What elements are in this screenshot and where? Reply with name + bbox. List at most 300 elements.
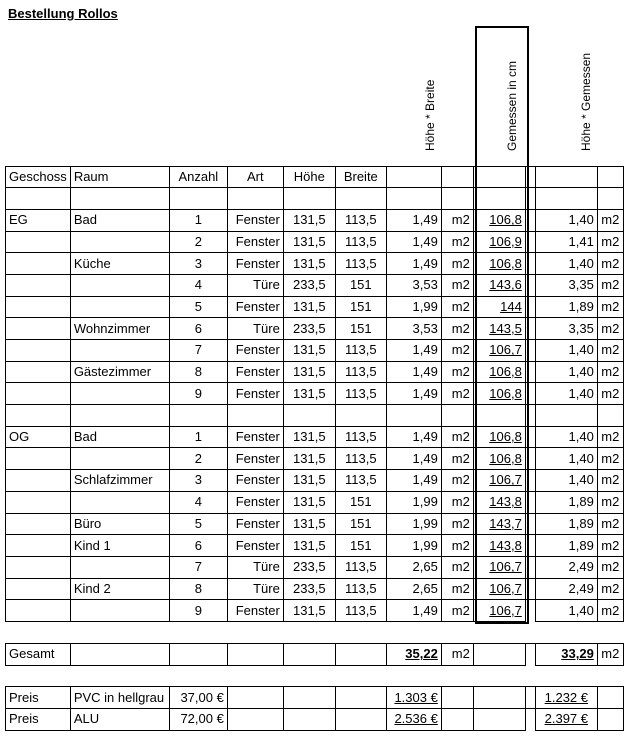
room-cell — [70, 383, 169, 405]
area-cell: 1,49 — [386, 600, 441, 622]
column-header-row — [6, 166, 624, 188]
height-cell: 131,5 — [283, 296, 335, 318]
area-cell: 1,99 — [386, 296, 441, 318]
area-measured-cell: 1,40 — [535, 448, 597, 470]
unit-cell: m2 — [597, 340, 623, 362]
table-row — [6, 556, 624, 578]
empty-cell — [386, 188, 441, 210]
unit-cell: m2 — [597, 209, 623, 231]
count-cell: 7 — [169, 340, 227, 362]
empty-cell — [535, 188, 597, 210]
floor-cell — [6, 253, 71, 275]
type-cell: Türe — [227, 578, 283, 600]
unit-cell: m2 — [597, 578, 623, 600]
unit-cell: m2 — [441, 513, 473, 535]
area-cell: 1,49 — [386, 383, 441, 405]
measured-cell: 106,8 — [473, 253, 525, 275]
empty-cell — [169, 405, 227, 427]
area-measured-cell: 1,40 — [535, 340, 597, 362]
empty-cell — [283, 188, 335, 210]
gap-cell — [525, 687, 535, 709]
height-cell: 131,5 — [283, 383, 335, 405]
width-cell: 113,5 — [335, 340, 386, 362]
count-cell: 2 — [169, 231, 227, 253]
type-cell: Fenster — [227, 361, 283, 383]
unit-cell: m2 — [597, 231, 623, 253]
count-cell: 5 — [169, 296, 227, 318]
table-row — [6, 448, 624, 470]
count-cell: 1 — [169, 209, 227, 231]
area-measured-cell: 2,49 — [535, 556, 597, 578]
count-cell: 6 — [169, 535, 227, 557]
measured-column-frame — [475, 26, 529, 624]
type-cell: Fenster — [227, 470, 283, 492]
empty-cell — [227, 687, 283, 709]
measured-cell: 106,7 — [473, 556, 525, 578]
area-measured-cell: 3,35 — [535, 274, 597, 296]
area-cell: 1,49 — [386, 448, 441, 470]
price-row — [6, 687, 624, 709]
header-measured-label: Gemessen in cm — [505, 60, 519, 151]
header-spacer — [6, 0, 624, 166]
area-measured-cell: 1,40 — [535, 383, 597, 405]
unit-cell: m2 — [441, 253, 473, 275]
height-cell: 131,5 — [283, 361, 335, 383]
room-cell: Bad — [70, 209, 169, 231]
floor-cell — [6, 361, 71, 383]
unit-cell: m2 — [441, 231, 473, 253]
room-cell: Kind 1 — [70, 535, 169, 557]
empty-cell — [597, 709, 623, 731]
measured-cell: 106,7 — [473, 578, 525, 600]
measured-cell: 143,8 — [473, 535, 525, 557]
empty-cell — [473, 643, 525, 665]
unit-cell: m2 — [597, 491, 623, 513]
empty-cell — [335, 687, 386, 709]
area-cell: 1,99 — [386, 535, 441, 557]
column-header-unit2 — [597, 166, 623, 188]
width-cell: 113,5 — [335, 361, 386, 383]
room-cell: Bad — [70, 426, 169, 448]
measured-cell: 143,5 — [473, 318, 525, 340]
count-cell: 3 — [169, 253, 227, 275]
area-measured-cell: 1,89 — [535, 296, 597, 318]
unit-cell: m2 — [597, 253, 623, 275]
type-cell: Fenster — [227, 231, 283, 253]
unit-cell: m2 — [597, 318, 623, 340]
area-cell: 1,49 — [386, 361, 441, 383]
height-cell: 131,5 — [283, 535, 335, 557]
measured-cell: 106,7 — [473, 600, 525, 622]
floor-cell — [6, 513, 71, 535]
unit-cell: m2 — [597, 361, 623, 383]
area-measured-cell: 2,49 — [535, 578, 597, 600]
area-measured-cell: 1,40 — [535, 600, 597, 622]
height-cell: 131,5 — [283, 448, 335, 470]
type-cell: Fenster — [227, 209, 283, 231]
floor-cell — [6, 383, 71, 405]
total-row — [6, 643, 624, 665]
floor-cell — [6, 274, 71, 296]
measured-cell: 106,7 — [473, 340, 525, 362]
width-cell: 113,5 — [335, 470, 386, 492]
total-area-measured: 33,29 — [535, 643, 597, 665]
material-cell: PVC in hellgrau — [70, 687, 169, 709]
type-cell: Türe — [227, 556, 283, 578]
empty-cell — [335, 643, 386, 665]
floor-cell: EG — [6, 209, 71, 231]
price-total-measured: 1.232 € — [535, 687, 597, 709]
empty-row — [6, 188, 624, 210]
empty-cell — [386, 405, 441, 427]
room-cell: Küche — [70, 253, 169, 275]
spacer — [6, 621, 624, 643]
header-area-label: Höhe * Breite — [423, 79, 437, 151]
height-cell: 131,5 — [283, 491, 335, 513]
spacer-row — [6, 621, 624, 643]
width-cell: 151 — [335, 296, 386, 318]
measured-cell: 144 — [473, 296, 525, 318]
width-cell: 113,5 — [335, 556, 386, 578]
width-cell: 151 — [335, 491, 386, 513]
empty-cell — [169, 643, 227, 665]
height-cell: 131,5 — [283, 470, 335, 492]
count-cell: 2 — [169, 448, 227, 470]
empty-cell — [441, 188, 473, 210]
price-label: Preis — [6, 687, 71, 709]
empty-cell — [283, 643, 335, 665]
header-area-measured-label: Höhe * Gemessen — [579, 52, 593, 151]
empty-cell — [335, 188, 386, 210]
empty-cell — [227, 709, 283, 731]
unit-cell: m2 — [441, 535, 473, 557]
empty-cell — [473, 709, 525, 731]
table-row — [6, 340, 624, 362]
count-cell: 5 — [169, 513, 227, 535]
count-cell: 9 — [169, 383, 227, 405]
width-cell: 113,5 — [335, 426, 386, 448]
empty-cell — [535, 405, 597, 427]
floor-cell — [6, 231, 71, 253]
gap-cell — [525, 643, 535, 665]
table-row — [6, 318, 624, 340]
column-header-hoehe: Höhe — [283, 166, 335, 188]
unit-cell: m2 — [597, 556, 623, 578]
unit-cell: m2 — [597, 535, 623, 557]
width-cell: 113,5 — [335, 209, 386, 231]
width-cell: 151 — [335, 274, 386, 296]
empty-cell — [227, 188, 283, 210]
empty-cell — [441, 687, 473, 709]
table-row — [6, 491, 624, 513]
unit-price-cell: 72,00 € — [169, 709, 227, 731]
measured-cell: 143,7 — [473, 513, 525, 535]
room-cell — [70, 600, 169, 622]
table-row — [6, 383, 624, 405]
type-cell: Fenster — [227, 600, 283, 622]
unit-cell: m2 — [441, 643, 473, 665]
count-cell: 4 — [169, 274, 227, 296]
area-cell: 2,65 — [386, 578, 441, 600]
room-cell — [70, 556, 169, 578]
unit-cell: m2 — [441, 491, 473, 513]
floor-cell — [6, 470, 71, 492]
unit-cell: m2 — [441, 209, 473, 231]
unit-cell: m2 — [597, 513, 623, 535]
height-cell: 233,5 — [283, 274, 335, 296]
empty-cell — [70, 188, 169, 210]
area-measured-cell: 1,89 — [535, 491, 597, 513]
table-row — [6, 253, 624, 275]
column-header-flaeche — [386, 166, 441, 188]
width-cell: 151 — [335, 513, 386, 535]
type-cell: Türe — [227, 318, 283, 340]
empty-cell — [227, 405, 283, 427]
floor-cell — [6, 578, 71, 600]
count-cell: 4 — [169, 491, 227, 513]
floor-cell — [6, 340, 71, 362]
area-cell: 1,99 — [386, 491, 441, 513]
unit-cell: m2 — [441, 361, 473, 383]
unit-cell: m2 — [441, 600, 473, 622]
area-cell: 1,49 — [386, 340, 441, 362]
area-cell: 1,49 — [386, 231, 441, 253]
gap-cell — [525, 709, 535, 731]
total-area: 35,22 — [386, 643, 441, 665]
empty-cell — [70, 405, 169, 427]
count-cell: 8 — [169, 361, 227, 383]
measured-cell: 106,8 — [473, 448, 525, 470]
area-cell: 3,53 — [386, 274, 441, 296]
empty-cell — [227, 643, 283, 665]
unit-cell: m2 — [441, 556, 473, 578]
height-cell: 131,5 — [283, 340, 335, 362]
height-cell: 131,5 — [283, 253, 335, 275]
floor-cell — [6, 600, 71, 622]
measured-cell: 106,8 — [473, 383, 525, 405]
table-row — [6, 361, 624, 383]
column-header-flaeche2 — [535, 166, 597, 188]
empty-cell — [6, 405, 71, 427]
empty-cell — [283, 709, 335, 731]
header-space — [6, 0, 624, 166]
empty-cell — [70, 643, 169, 665]
table-row — [6, 535, 624, 557]
count-cell: 9 — [169, 600, 227, 622]
width-cell: 113,5 — [335, 448, 386, 470]
height-cell: 131,5 — [283, 513, 335, 535]
table-row — [6, 274, 624, 296]
spacer — [6, 665, 624, 687]
table-row — [6, 426, 624, 448]
area-cell: 2,65 — [386, 556, 441, 578]
type-cell: Fenster — [227, 535, 283, 557]
room-cell — [70, 448, 169, 470]
height-cell: 233,5 — [283, 578, 335, 600]
type-cell: Fenster — [227, 513, 283, 535]
unit-cell: m2 — [441, 340, 473, 362]
material-cell: ALU — [70, 709, 169, 731]
unit-cell: m2 — [441, 426, 473, 448]
measured-cell: 106,8 — [473, 209, 525, 231]
empty-cell — [6, 188, 71, 210]
measured-cell: 106,7 — [473, 470, 525, 492]
empty-cell — [441, 405, 473, 427]
room-cell — [70, 296, 169, 318]
floor-cell — [6, 318, 71, 340]
room-cell: Schlafzimmer — [70, 470, 169, 492]
empty-cell — [169, 188, 227, 210]
area-measured-cell: 1,40 — [535, 426, 597, 448]
order-table — [5, 0, 624, 731]
height-cell: 131,5 — [283, 426, 335, 448]
empty-row — [6, 405, 624, 427]
measured-cell: 143,6 — [473, 274, 525, 296]
empty-cell — [597, 188, 623, 210]
empty-cell — [335, 405, 386, 427]
unit-cell: m2 — [441, 470, 473, 492]
unit-cell: m2 — [441, 318, 473, 340]
width-cell: 113,5 — [335, 600, 386, 622]
empty-cell — [473, 687, 525, 709]
area-measured-cell: 1,40 — [535, 361, 597, 383]
area-measured-cell: 1,89 — [535, 535, 597, 557]
type-cell: Fenster — [227, 491, 283, 513]
area-measured-cell: 1,89 — [535, 513, 597, 535]
room-cell: Wohnzimmer — [70, 318, 169, 340]
area-measured-cell: 3,35 — [535, 318, 597, 340]
column-header-unit — [441, 166, 473, 188]
room-cell: Kind 2 — [70, 578, 169, 600]
type-cell: Türe — [227, 274, 283, 296]
width-cell: 113,5 — [335, 231, 386, 253]
width-cell: 151 — [335, 535, 386, 557]
column-header-raum: Raum — [70, 166, 169, 188]
unit-cell: m2 — [441, 296, 473, 318]
table-row — [6, 600, 624, 622]
count-cell: 3 — [169, 470, 227, 492]
area-measured-cell: 1,40 — [535, 209, 597, 231]
count-cell: 8 — [169, 578, 227, 600]
area-cell: 1,49 — [386, 426, 441, 448]
empty-cell — [283, 405, 335, 427]
price-total: 2.536 € — [386, 709, 441, 731]
unit-cell: m2 — [597, 600, 623, 622]
area-cell: 3,53 — [386, 318, 441, 340]
column-header-art: Art — [227, 166, 283, 188]
price-label: Preis — [6, 709, 71, 731]
table-row — [6, 209, 624, 231]
count-cell: 1 — [169, 426, 227, 448]
type-cell: Fenster — [227, 296, 283, 318]
height-cell: 131,5 — [283, 231, 335, 253]
area-cell: 1,49 — [386, 209, 441, 231]
unit-cell: m2 — [441, 383, 473, 405]
type-cell: Fenster — [227, 426, 283, 448]
unit-price-cell: 37,00 € — [169, 687, 227, 709]
measured-cell: 106,8 — [473, 426, 525, 448]
type-cell: Fenster — [227, 340, 283, 362]
empty-cell — [283, 687, 335, 709]
floor-cell — [6, 448, 71, 470]
height-cell: 233,5 — [283, 318, 335, 340]
table-row — [6, 470, 624, 492]
count-cell: 7 — [169, 556, 227, 578]
width-cell: 113,5 — [335, 253, 386, 275]
table-row — [6, 578, 624, 600]
floor-cell — [6, 296, 71, 318]
floor-cell — [6, 491, 71, 513]
price-row — [6, 709, 624, 731]
area-measured-cell: 1,41 — [535, 231, 597, 253]
width-cell: 151 — [335, 318, 386, 340]
measured-cell: 143,8 — [473, 491, 525, 513]
empty-cell — [441, 709, 473, 731]
price-total: 1.303 € — [386, 687, 441, 709]
unit-cell: m2 — [597, 296, 623, 318]
type-cell: Fenster — [227, 383, 283, 405]
type-cell: Fenster — [227, 448, 283, 470]
column-header-anzahl: Anzahl — [169, 166, 227, 188]
unit-cell: m2 — [441, 578, 473, 600]
column-header-geschoss: Geschoss — [6, 166, 71, 188]
room-cell — [70, 231, 169, 253]
area-cell: 1,49 — [386, 470, 441, 492]
sheet-title: Bestellung Rollos — [8, 6, 118, 21]
price-total-measured: 2.397 € — [535, 709, 597, 731]
measured-cell: 106,8 — [473, 361, 525, 383]
unit-cell: m2 — [441, 448, 473, 470]
area-measured-cell: 1,40 — [535, 253, 597, 275]
floor-cell — [6, 556, 71, 578]
unit-cell: m2 — [597, 448, 623, 470]
area-cell: 1,99 — [386, 513, 441, 535]
measured-cell: 106,9 — [473, 231, 525, 253]
unit-cell: m2 — [597, 426, 623, 448]
type-cell: Fenster — [227, 253, 283, 275]
width-cell: 113,5 — [335, 578, 386, 600]
count-cell: 6 — [169, 318, 227, 340]
spacer-row — [6, 665, 624, 687]
room-cell — [70, 340, 169, 362]
room-cell: Gästezimmer — [70, 361, 169, 383]
height-cell: 131,5 — [283, 600, 335, 622]
room-cell — [70, 274, 169, 296]
unit-cell: m2 — [441, 274, 473, 296]
floor-cell: OG — [6, 426, 71, 448]
table-row — [6, 513, 624, 535]
height-cell: 233,5 — [283, 556, 335, 578]
room-cell — [70, 491, 169, 513]
area-measured-cell: 1,40 — [535, 470, 597, 492]
room-cell: Büro — [70, 513, 169, 535]
table-row — [6, 231, 624, 253]
width-cell: 113,5 — [335, 383, 386, 405]
floor-cell — [6, 535, 71, 557]
empty-cell — [597, 405, 623, 427]
column-header-breite: Breite — [335, 166, 386, 188]
unit-cell: m2 — [597, 470, 623, 492]
empty-cell — [597, 687, 623, 709]
height-cell: 131,5 — [283, 209, 335, 231]
empty-cell — [335, 709, 386, 731]
unit-cell: m2 — [597, 643, 623, 665]
area-cell: 1,49 — [386, 253, 441, 275]
unit-cell: m2 — [597, 383, 623, 405]
table-row — [6, 296, 624, 318]
total-label: Gesamt — [6, 643, 71, 665]
unit-cell: m2 — [597, 274, 623, 296]
